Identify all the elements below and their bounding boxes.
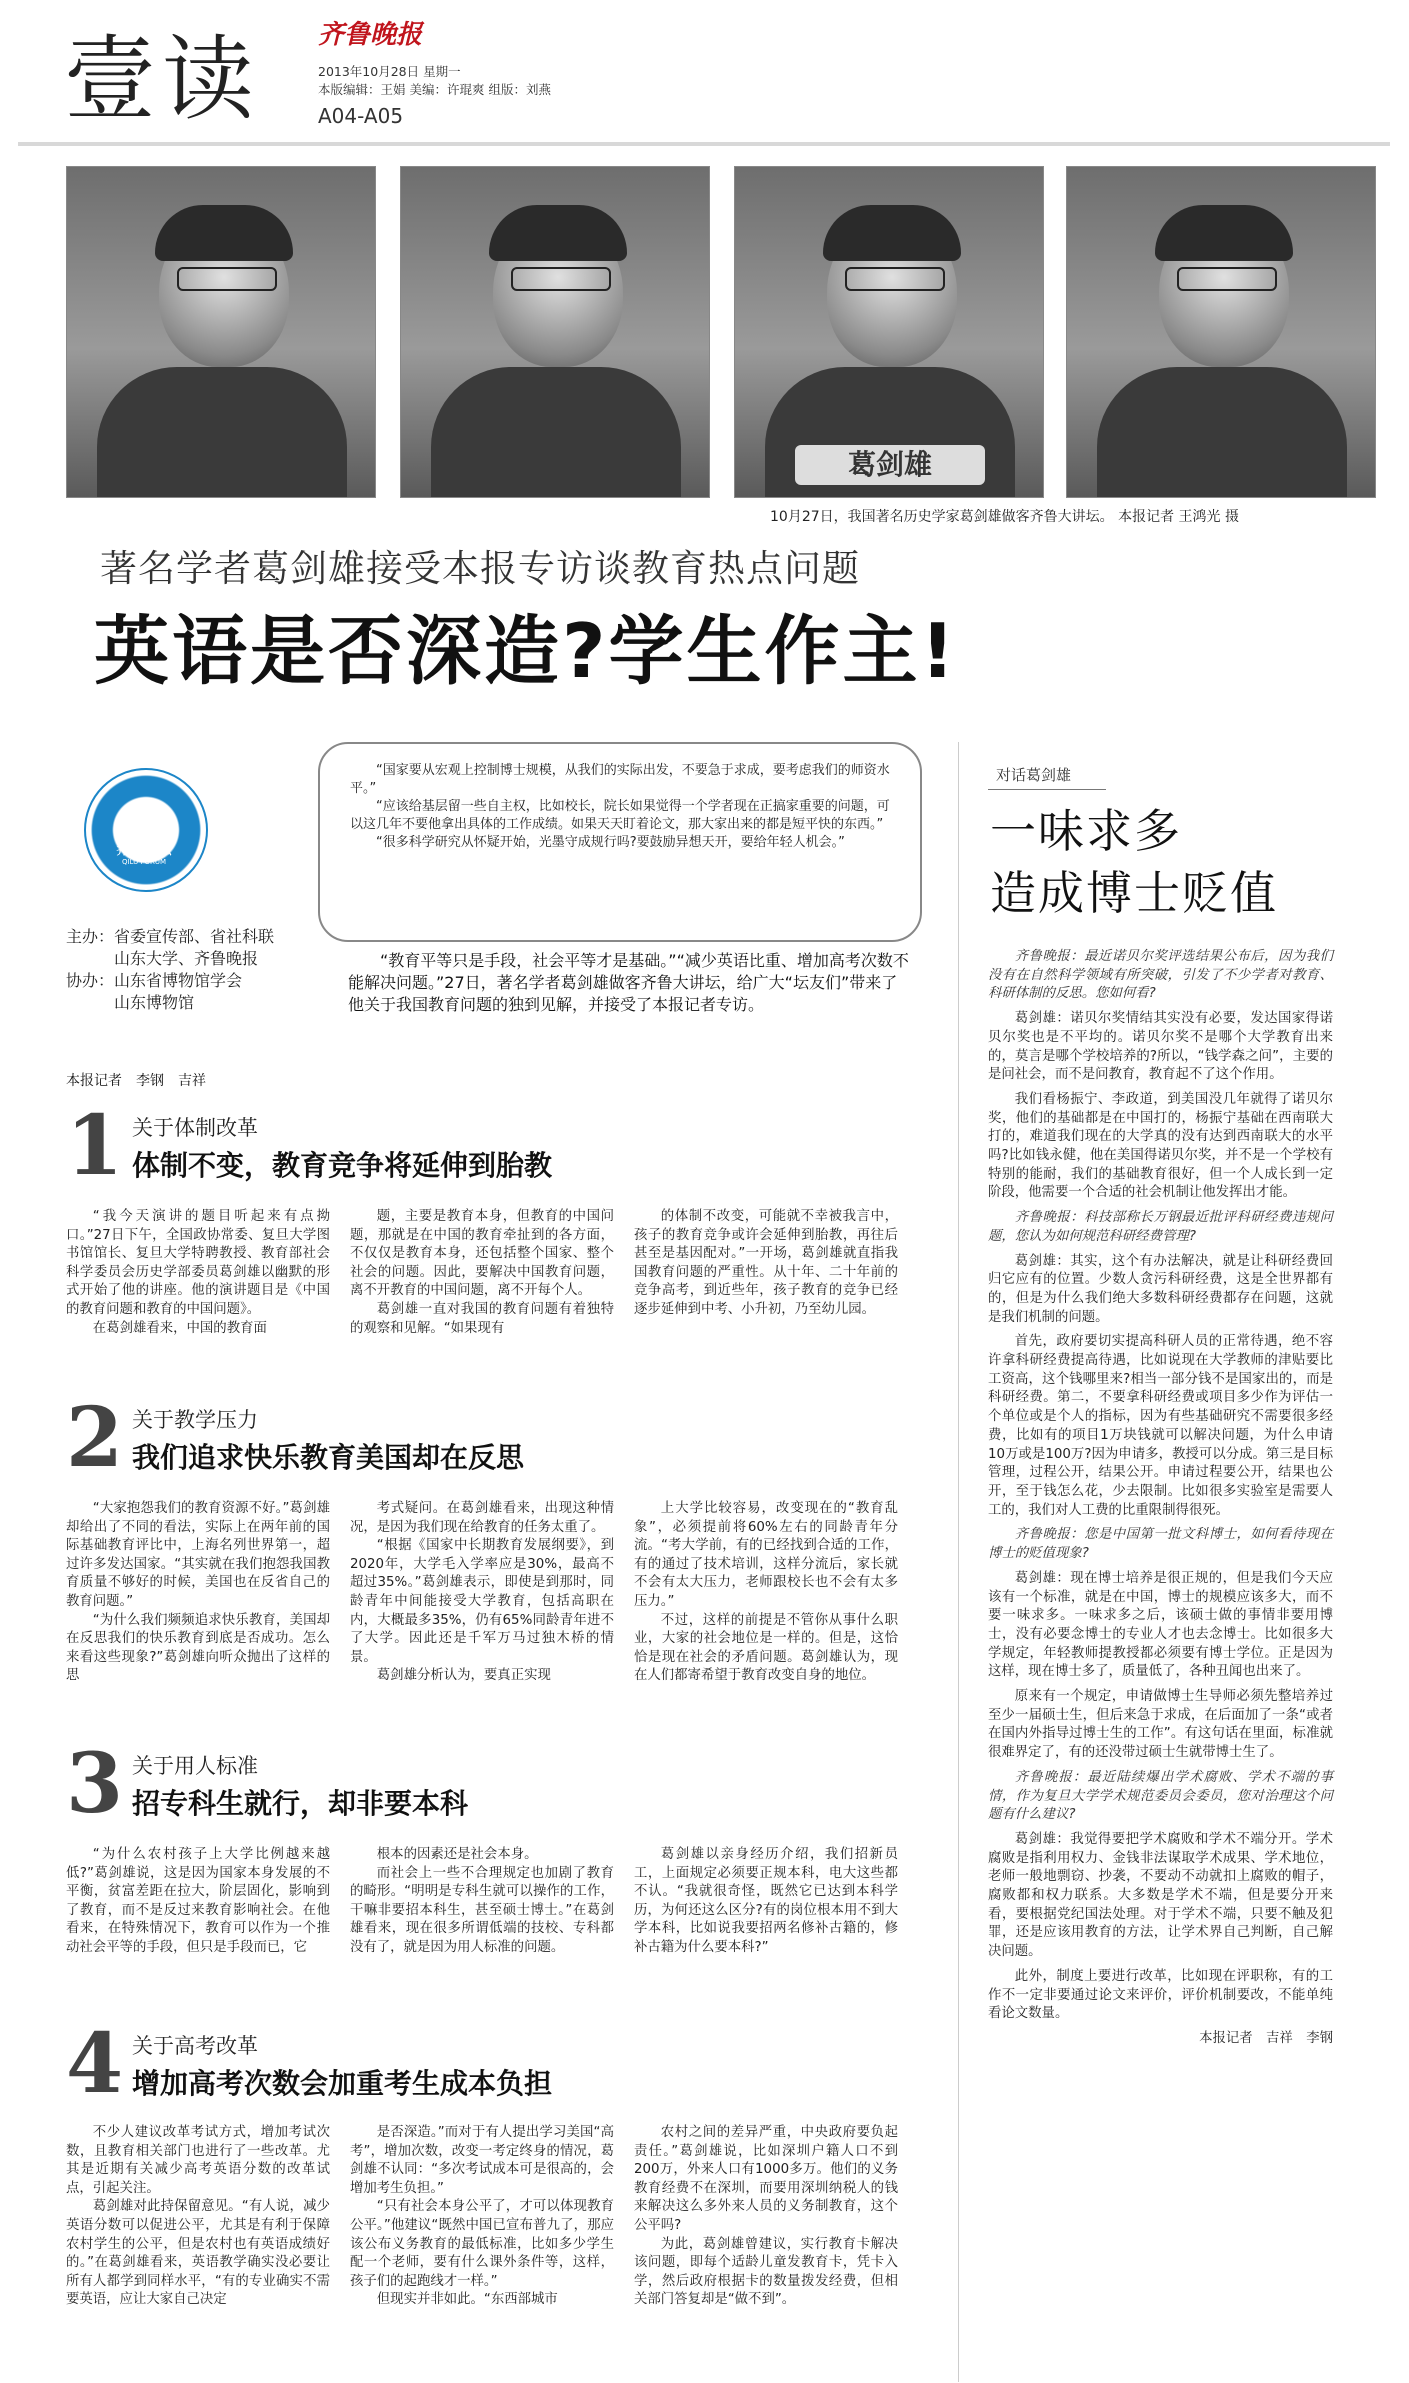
reporter-byline: 本报记者 李钢 吉祥 bbox=[66, 1073, 206, 1089]
section-column: 题，主要是教育本身，但教育的中国问题，那就是在中国的教育牵扯到的各方面，不仅仅是教育本身，还包括整个国家、整个社会的问题。因此，要解决中国教育问题，离不开教育的中国问题，离不开每个人。 葛剑雄一直对我国的教育问题有着独特的观察和见解。“如果现有 bbox=[350, 1209, 614, 1336]
section-column: 不少人建议改革考试方式，增加考试次数，且教育相关部门也进行了一些改革。尤其是近期有关减少高考英语分数的改革试点，引起关注。 葛剑雄对此持保留意见。“有人说，减少英语分数可以促进公平，尤其是有利于保障农村学生的公平，但是农村也有英语成绩好的。”在葛剑雄看来，英语教学确实没必要让所有人都学到同样水平，“有的专业确实不需要英语，应让大家自己决定 bbox=[66, 2125, 330, 2308]
section-title: 招专科生就行，却非要本科 bbox=[132, 1787, 469, 1820]
quote: “国家要从宏观上控制博士规模，从我们的实际出发，不要急于求成，要考虑我们的师资水平。” bbox=[350, 763, 890, 796]
quote-bubble bbox=[318, 742, 922, 942]
photo-3 bbox=[734, 166, 1044, 498]
sponsor-line: 山东博物馆 bbox=[66, 993, 195, 1012]
section-label: 关于教学压力 bbox=[132, 1408, 258, 1432]
section-column: “我今天演讲的题目听起来有点拗口。”27日下午，全国政协常委、复旦大学图书馆馆长、复旦大学特聘教授、教育部社会科学委员会历史学部委员葛剑雄以幽默的形式开始了他的讲座。他的演讲题目是《中国的教育问题和教育的中国问题》。 在葛剑雄看来，中国的教育面 bbox=[66, 1209, 330, 1336]
interview-question: 齐鲁晚报：科技部称长万钢最近批评科研经费违规问题，您认为如何规范科研经费管理? bbox=[988, 1210, 1333, 1244]
section-column: 葛剑雄以亲身经历介绍，我们招新员工，上面规定必须要正规本科，电大这些都不认。“我就很奇怪，既然它已达到本科学历，为何还这么区分?有的岗位根本用不到大学本科，比如说我要招两名修补古籍的，修补古籍为什么要本科?” bbox=[634, 1847, 898, 1955]
sponsors bbox=[66, 926, 274, 1014]
photo-1 bbox=[66, 166, 376, 498]
sponsor-line: 主办：省委宣传部、省社科联 bbox=[66, 927, 275, 946]
section-number: 4 bbox=[66, 2016, 124, 2112]
section-title: 我们追求快乐教育美国却在反思 bbox=[132, 1441, 525, 1474]
photo-4 bbox=[1066, 166, 1376, 498]
section-label: 关于体制改革 bbox=[132, 1116, 258, 1140]
sponsor-line: 协办：山东省博物馆学会 bbox=[66, 971, 243, 990]
staff-line: 本版编辑：王娟 美编：许琨爽 组版：刘燕 bbox=[318, 82, 551, 97]
sidebar-title: 一味求多 造成博士贬值 bbox=[990, 804, 1278, 920]
forum-logo-en: QILU FORUM bbox=[121, 858, 167, 866]
interview-answer: 原来有一个规定，申请做博士生导师必须先整培养过至少一届硕士生，但后来急于求成，在后面加了一条“或者在国内外指导过博士生的工作”。有这句话在里面，标准就很难界定了，有的还没带过硕士生就带博士生了。 bbox=[988, 1689, 1333, 1761]
photo-caption: 10月27日，我国著名历史学家葛剑雄做客齐鲁大讲坛。 本报记者 王鸿光 摄 bbox=[770, 509, 1239, 525]
quote: “很多科学研究从怀疑开始，光墨守成规行吗?要鼓励异想天开，要给年轻人机会。” bbox=[376, 835, 845, 850]
section-column: 农村之间的差异严重，中央政府要负起责任。”葛剑雄说，比如深圳户籍人口不到200万，外来人口有1000多万。他们的义务教育经费不在深圳，而要用深圳纳税人的钱来解决这么多外来人员的义务制教育，这个公平吗? 为此，葛剑雄曾建议，实行教育卡解决该问题，即每个适龄儿童发教育卡，凭卡入学，然后政府根据卡的数量拨发经费，但相关部门答复却是“做不到”。 bbox=[634, 2125, 898, 2308]
interview-answer: 此外，制度上要进行改革，比如现在评职称，有的工作不一定非要通过论文来评价，评价机制要改，不能单纯看论文数量。 bbox=[988, 1968, 1333, 2022]
article-headline: 英语是否深造?学生作主! bbox=[94, 607, 958, 695]
interview-answer: 葛剑雄：我觉得要把学术腐败和学术不端分开。学术腐败是指利用权力、金钱非法谋取学术成果、学术地位，老师一般地剽窃、抄袭，不要动不动就扣上腐败的帽子，腐败都和权力联系。大多数是学术不端，但是要分开来看，要根据党纪国法处理。对于学术不端，只要不触及犯罪，还是应该用教育的方法，让学术界自己判断，自己解决问题。 bbox=[988, 1831, 1333, 1960]
section-label: 关于高考改革 bbox=[132, 2034, 258, 2058]
section-label: 关于用人标准 bbox=[132, 1754, 258, 1778]
sidebar-interview bbox=[988, 948, 1333, 2055]
section-column: 上大学比较容易，改变现在的“教育乱象”，必须提前将60%左右的同龄青年分流。“考大学前，有的已经找到合适的工作，有的通过了技术培训，这样分流后，家长就不会有太大压力，老师跟校长也不会有太多压力。” 不过，这样的前提是不管你从事什么职业，大家的社会地位是一样的。但是，这恰恰是现在社会的矛盾问题。葛剑雄认为，现在人们都寄希望于教育改变自身的地位。 bbox=[634, 1501, 898, 1684]
section-column: 考式疑问。在葛剑雄看来，出现这种情况，是因为我们现在给教育的任务太重了。 “根据《国家中长期教育发展纲要》，到2020年，大学毛入学率应是30%，最高不超过35%。”葛剑雄表示，即使是到那时，同龄青年中间能接受大学教育，包括高职在内，大概最多35%，仍有65%同龄青年进不了大学。因此还是千军万马过独木桥的情景。 葛剑雄分析认为，要真正实现 bbox=[350, 1501, 614, 1684]
section-number: 3 bbox=[66, 1736, 124, 1832]
quote: “应该给基层留一些自主权，比如校长，院长如果觉得一个学者现在正搞家重要的问题，可以这几年不要他拿出具体的工作成绩。如果天天盯着论文，那大家出来的都是短平快的东西。” bbox=[350, 799, 890, 832]
interview-answer: 首先，政府要切实提高科研人员的正常待遇，绝不容许拿科研经费提高待遇，比如说现在大学教师的津贴要比工资高，这个钱哪里来?相当一部分钱不是国家出的，而是科研经费。第二，不要拿科研经费或项目多少作为评估一个单位或是个人的指标，因为有些基础研究不需要很多经费，比如有的项目1万块钱就可以解决问题，为什么申请10万或是100万?因为申请多，教授可以分成。第三是目标管理，过程公开，结果公开。申请过程要公开，结果也公开，至于钱怎么花，少去限制。比如很多实验室是需要人工的，我们对人工费的比重限制得很死。 bbox=[988, 1334, 1333, 1518]
sponsor-line: 山东大学、齐鲁晚报 bbox=[66, 949, 259, 968]
interview-answer: 我们看杨振宁、李政道，到美国没几年就得了诺贝尔奖，他们的基础都是在中国打的，杨振宁基础在西南联大打的，难道我们现在的大学真的没有达到西南联大的水平吗?比如钱永健，他在美国得诺贝尔奖，并不是一个学校有特别的能耐，我们的基础教育很好，但一个人成长到一定阶段，他需要一个合适的社会机制让他发挥出才能。 bbox=[988, 1091, 1333, 1201]
section-title: 增加高考次数会加重考生成本负担 bbox=[132, 2067, 553, 2100]
forum-logo bbox=[84, 768, 208, 892]
section-column: 是否深造。”而对于有人提出学习美国“高考”，增加次数，改变一考定终身的情况，葛剑雄不认同：“多次考试成本可是很高的，会增加考生负担。” “只有社会本身公平了，才可以体现教育公平。”他建议“既然中国已宣布普九了，那应该公布义务教育的最低标准，比如多少学生配一个老师，要有什么课外条件等，这样，孩子们的起跑线才一样。” 但现实并非如此。“东西部城市 bbox=[350, 2125, 614, 2308]
section-number: 1 bbox=[66, 1098, 124, 1194]
interview-answer: 本报记者 吉祥 李钢 bbox=[1199, 2030, 1333, 2046]
section-column: 的体制不改变，可能就不幸被我言中，孩子的教育竞争或许会延伸到胎教，再往后甚至是基因配对。”一开场，葛剑雄就直指我国教育问题的严重性。从十年、二十年前的竞争高考，到近些年，孩子教育的竞争已经逐步延伸到中考、小升初，乃至幼儿园。 bbox=[634, 1209, 898, 1317]
section-number: 2 bbox=[66, 1390, 124, 1486]
date-line: 2013年10月28日 星期一 bbox=[318, 64, 461, 79]
nameplate: 葛剑雄 bbox=[795, 445, 985, 485]
photo-2 bbox=[400, 166, 710, 498]
interview-answer: 葛剑雄：现在博士培养是很正规的，但是我们今天应该有一个标准，就是在中国，博士的规模应该多大，而不要一味求多。一味求多之后，该硕士做的事情非要用博士，没有必要念博士的专业人才也去念博士。比如很多大学规定，年轻教师提教授都必须要有博士学位。正是因为这样，现在博士多了，质量低了，各种丑闻也出来了。 bbox=[988, 1570, 1333, 1680]
article-subhead: 著名学者葛剑雄接受本报专访谈教育热点问题 bbox=[100, 547, 860, 590]
masthead-divider bbox=[18, 142, 1390, 146]
newspaper-logo: 齐鲁晚报 bbox=[318, 20, 423, 50]
section-title: 体制不变，教育竞争将延伸到胎教 bbox=[132, 1149, 553, 1182]
section-column: 根本的因素还是社会本身。 而社会上一些不合理规定也加剧了教育的畸形。“明明是专科生就可以操作的工作，干嘛非要招本科生，甚至硕士博士。”在葛剑雄看来，现在很多所谓低端的技校、专科都没有了，就是因为用人标准的问题。 bbox=[350, 1847, 614, 1955]
section-column: “为什么农村孩子上大学比例越来越低?”葛剑雄说，这是因为国家本身发展的不平衡，贫富差距在拉大，阶层固化，影响到了教育，而不是反过来教育影响社会。在他看来，在特殊情况下，教育可以作为一个推动社会平等的手段，但只是手段而已，它 bbox=[66, 1847, 330, 1955]
interview-question: 齐鲁晚报：最近陆续爆出学术腐败、学术不端的事情，作为复旦大学学术规范委员会委员，您对治理这个问题有什么建议? bbox=[988, 1769, 1333, 1823]
interview-question: 齐鲁晚报：您是中国第一批文科博士，如何看待现在博士的贬值现象? bbox=[988, 1527, 1333, 1562]
interview-answer: 葛剑雄：其实，这个有办法解决，就是让科研经费回归它应有的位置。少数人贪污科研经费，这是全世界都有的，但是为什么我们绝大多数科研经费都存在问题，这就是我们机制的问题。 bbox=[988, 1253, 1333, 1325]
interview-question: 齐鲁晚报：最近诺贝尔奖评选结果公布后，因为我们没有在自然科学领域有所突破，引发了不少学者对教育、科研体制的反思。您如何看? bbox=[988, 949, 1333, 1002]
page-range: A04-A05 bbox=[318, 104, 404, 128]
sidebar-divider bbox=[958, 742, 959, 2382]
sidebar-tag: 对话葛剑雄 bbox=[988, 760, 1106, 790]
section-column: “大家抱怨我们的教育资源不好。”葛剑雄却给出了不同的看法，实际上在两年前的国际基础教育评比中，上海名列世界第一，超过许多发达国家。“其实就在我们抱怨我国教育质量不够好的时候，美国也在反省自己的教育问题。” “为什么我们频频追求快乐教育，美国却在反思我们的快乐教育到底是否成功。怎么来看这些现象?”葛剑雄向听众抛出了这样的思 bbox=[66, 1501, 330, 1684]
article-intro: “教育平等只是手段，社会平等才是基础。”“减少英语比重、增加高考次数不能解决问题。”27日，著名学者葛剑雄做客齐鲁大讲坛，给广大“坛友们”带来了他关于我国教育问题的独到见解，并接受了本报记者专访。 bbox=[348, 951, 909, 1014]
forum-logo-name: 齐鲁大讲坛 bbox=[116, 844, 172, 857]
interview-answer: 葛剑雄：诺贝尔奖情结其实没有必要，发达国家得诺贝尔奖也是不平均的。诺贝尔奖不是哪个大学教育出来的，莫言是哪个学校培养的?所以，“钱学森之问”，主要的是问社会，而不是问教育，教育起不了这个作用。 bbox=[988, 1011, 1333, 1083]
section-title: 壹读 bbox=[64, 26, 261, 133]
